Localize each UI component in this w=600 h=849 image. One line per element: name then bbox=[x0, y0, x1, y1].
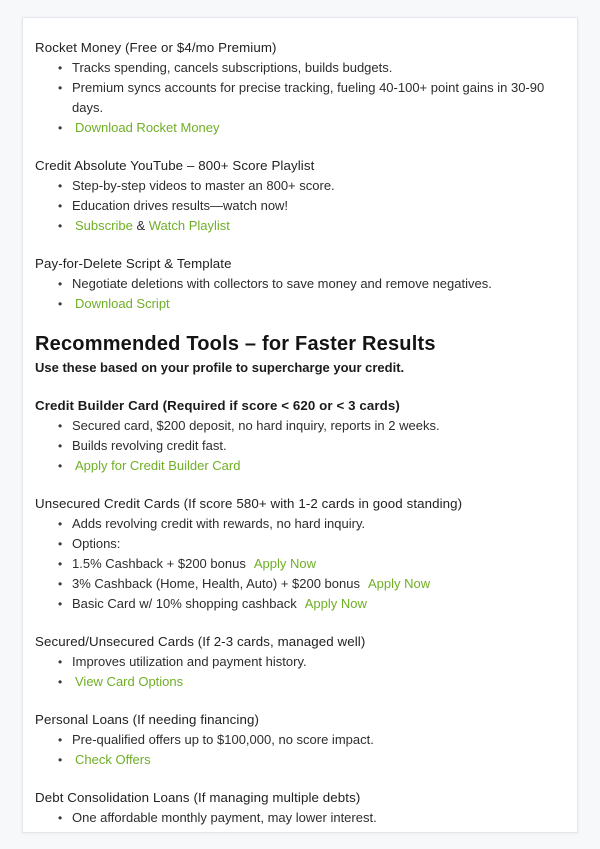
bullet-text: Basic Card w/ 10% shopping cashback bbox=[72, 596, 297, 611]
list-item bbox=[58, 436, 563, 456]
bullet-list bbox=[35, 58, 563, 138]
recommended-tools-heading: Recommended Tools – for Faster Results bbox=[35, 333, 436, 355]
list-item bbox=[58, 58, 563, 78]
bullet-text: Improves utilization and payment history. bbox=[72, 654, 307, 669]
apply-now-link-1[interactable]: Apply Now bbox=[253, 556, 316, 571]
section-title: Personal Loans (If needing financing) bbox=[35, 712, 259, 727]
bullet-list bbox=[35, 274, 563, 314]
section-title: Credit Absolute YouTube – 800+ Score Playlist bbox=[35, 158, 315, 173]
section-title: Pay-for-Delete Script & Template bbox=[35, 256, 232, 271]
bullet-text: 1.5% Cashback + $200 bonus bbox=[72, 556, 246, 571]
content-card bbox=[22, 17, 578, 833]
section-title: Debt Consolidation Loans (If managing multiple debts) bbox=[35, 790, 361, 805]
apply-now-link-2[interactable]: Apply Now bbox=[367, 576, 431, 591]
list-item bbox=[58, 456, 563, 476]
section-secured-unsecured-cards bbox=[35, 632, 563, 692]
section-personal-loans bbox=[35, 710, 563, 770]
section-credit-builder-card bbox=[35, 396, 563, 476]
list-item bbox=[58, 534, 563, 554]
list-item bbox=[58, 672, 563, 692]
list-item bbox=[58, 750, 563, 770]
list-item bbox=[58, 294, 563, 314]
list-item bbox=[58, 196, 563, 216]
apply-credit-builder-link[interactable]: Apply for Credit Builder Card bbox=[75, 458, 241, 473]
list-item bbox=[58, 594, 563, 614]
bullet-text: Pre-qualified offers up to $100,000, no score impact. bbox=[72, 732, 374, 747]
bullet-text: Tracks spending, cancels subscriptions, builds budgets. bbox=[72, 60, 393, 75]
bullet-list bbox=[35, 652, 563, 692]
list-item bbox=[58, 416, 563, 436]
ampersand-separator: & bbox=[136, 218, 149, 233]
section-pay-for-delete bbox=[35, 254, 563, 314]
section-title: Credit Builder Card (Required if score < 620 or < 3 cards) bbox=[35, 398, 400, 413]
bullet-text: Options: bbox=[72, 536, 121, 551]
list-item bbox=[58, 78, 563, 118]
list-item bbox=[58, 554, 563, 574]
bullet-text: Step-by-step videos to master an 800+ score. bbox=[72, 178, 335, 193]
list-item bbox=[58, 574, 563, 594]
bullet-list bbox=[35, 808, 563, 828]
bullet-text: Premium syncs accounts for precise tracking, fueling 40-100+ point gains in 30-90 days. bbox=[72, 80, 545, 115]
bullet-text: One affordable monthly payment, may lower interest. bbox=[72, 810, 377, 825]
list-item bbox=[58, 216, 563, 236]
bullet-text: Negotiate deletions with collectors to save money and remove negatives. bbox=[72, 276, 492, 291]
bullet-list bbox=[35, 416, 563, 476]
section-unsecured-credit-cards bbox=[35, 494, 563, 614]
section-rocket-money bbox=[35, 38, 563, 138]
section-title: Unsecured Credit Cards (If score 580+ with 1-2 cards in good standing) bbox=[35, 496, 463, 511]
bullet-list bbox=[35, 176, 563, 236]
bullet-text: Secured card, $200 deposit, no hard inquiry, reports in 2 weeks. bbox=[72, 418, 440, 433]
section-title: Rocket Money (Free or $4/mo Premium) bbox=[35, 40, 277, 55]
subscribe-link[interactable]: Subscribe bbox=[75, 218, 133, 233]
list-item bbox=[58, 176, 563, 196]
list-item bbox=[58, 730, 563, 750]
download-rocket-money-link[interactable]: Download Rocket Money bbox=[75, 120, 220, 135]
bullet-text: Education drives results—watch now! bbox=[72, 198, 289, 213]
list-item bbox=[58, 514, 563, 534]
watch-playlist-link[interactable]: Watch Playlist bbox=[148, 218, 230, 233]
view-card-options-link[interactable]: View Card Options bbox=[75, 674, 184, 689]
bullet-text: Builds revolving credit fast. bbox=[72, 438, 227, 453]
list-item bbox=[58, 808, 563, 828]
list-item bbox=[58, 274, 563, 294]
bullet-text: Adds revolving credit with rewards, no hard inquiry. bbox=[72, 516, 366, 531]
bullet-text: 3% Cashback (Home, Health, Auto) + $200 bonus bbox=[72, 576, 360, 591]
card-inner bbox=[23, 18, 577, 828]
section-title: Secured/Unsecured Cards (If 2-3 cards, managed well) bbox=[35, 634, 366, 649]
list-item bbox=[58, 652, 563, 672]
section-credit-absolute-youtube bbox=[35, 156, 563, 236]
apply-now-link-3[interactable]: Apply Now bbox=[304, 596, 367, 611]
check-offers-link[interactable]: Check Offers bbox=[75, 752, 151, 767]
bullet-list bbox=[35, 730, 563, 770]
download-script-link[interactable]: Download Script bbox=[75, 296, 170, 311]
section-debt-consolidation-loans bbox=[35, 788, 563, 828]
recommended-tools-subtitle: Use these based on your profile to supercharge your credit. bbox=[35, 360, 405, 375]
list-item bbox=[58, 118, 563, 138]
bullet-list bbox=[35, 514, 563, 614]
